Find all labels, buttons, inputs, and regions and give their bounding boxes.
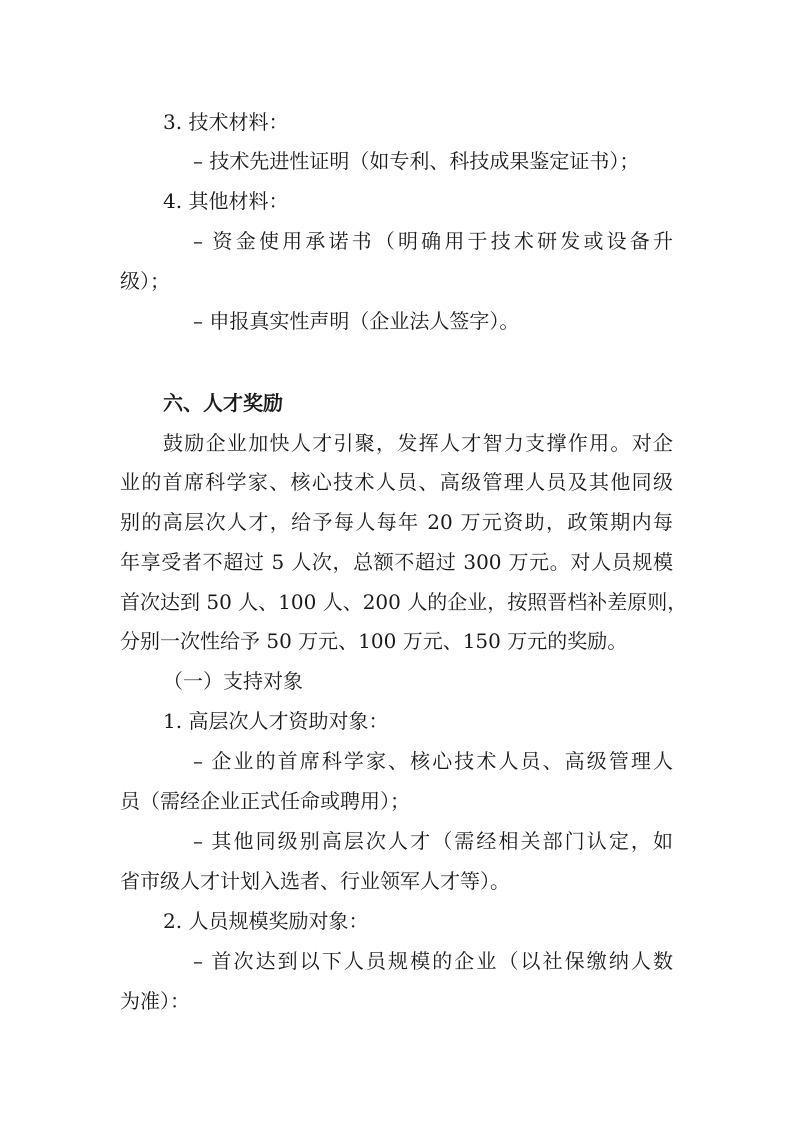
body-paragraph-line-2: 业的首席科学家、核心技术人员、高级管理人员及其他同级 <box>120 470 673 494</box>
body-paragraph-line-5: 首次达到 50 人、100 人、200 人的企业，按照晋档补差原则， <box>120 590 688 614</box>
body-paragraph-line-1: 鼓励企业加快人才引聚，发挥人才智力支撑作用。对企 <box>163 431 673 455</box>
item-4-bullet-2: – 申报真实性声明（企业法人签字）。 <box>193 309 520 333</box>
item-2-bullet-1-line-1: – 首次达到以下人员规模的企业（以社保缴纳人数 <box>193 949 673 973</box>
item-2-heading: 2. 人员规模奖励对象： <box>163 909 369 933</box>
item-4-bullet-1-line-1: – 资金使用承诺书（明确用于技术研发或设备升 <box>193 229 673 253</box>
body-paragraph-line-6: 分别一次性给予 50 万元、100 万元、150 万元的奖励。 <box>120 629 628 653</box>
item-1-bullet-2-line-2: 省市级人才计划入选者、行业领军人才等）。 <box>120 869 510 893</box>
item-4-bullet-1-line-2: 级）； <box>120 269 170 293</box>
item-1-heading: 1. 高层次人才资助对象： <box>163 709 389 733</box>
subsection-heading: （一）支持对象 <box>163 669 303 693</box>
body-paragraph-line-3: 别的高层次人才，给予每人每年 20 万元资助，政策期内每 <box>120 510 673 534</box>
item-1-bullet-2-line-1: – 其他同级别高层次人才（需经相关部门认定，如 <box>193 829 673 853</box>
item-1-bullet-1-line-1: – 企业的首席科学家、核心技术人员、高级管理人 <box>193 749 673 773</box>
item-1-bullet-1-line-2: 员（需经企业正式任命或聘用）； <box>120 789 410 813</box>
section-heading: 六、人才奖励 <box>163 391 283 415</box>
item-2-bullet-1-line-2: 为准）： <box>120 989 190 1013</box>
item-4-heading: 4. 其他材料： <box>163 189 289 213</box>
item-3-heading: 3. 技术材料： <box>163 110 289 134</box>
body-paragraph-line-4: 年享受者不超过 5 人次，总额不超过 300 万元。对人员规模 <box>120 550 673 574</box>
item-3-bullet-1: – 技术先进性证明（如专利、科技成果鉴定证书）； <box>193 149 640 173</box>
